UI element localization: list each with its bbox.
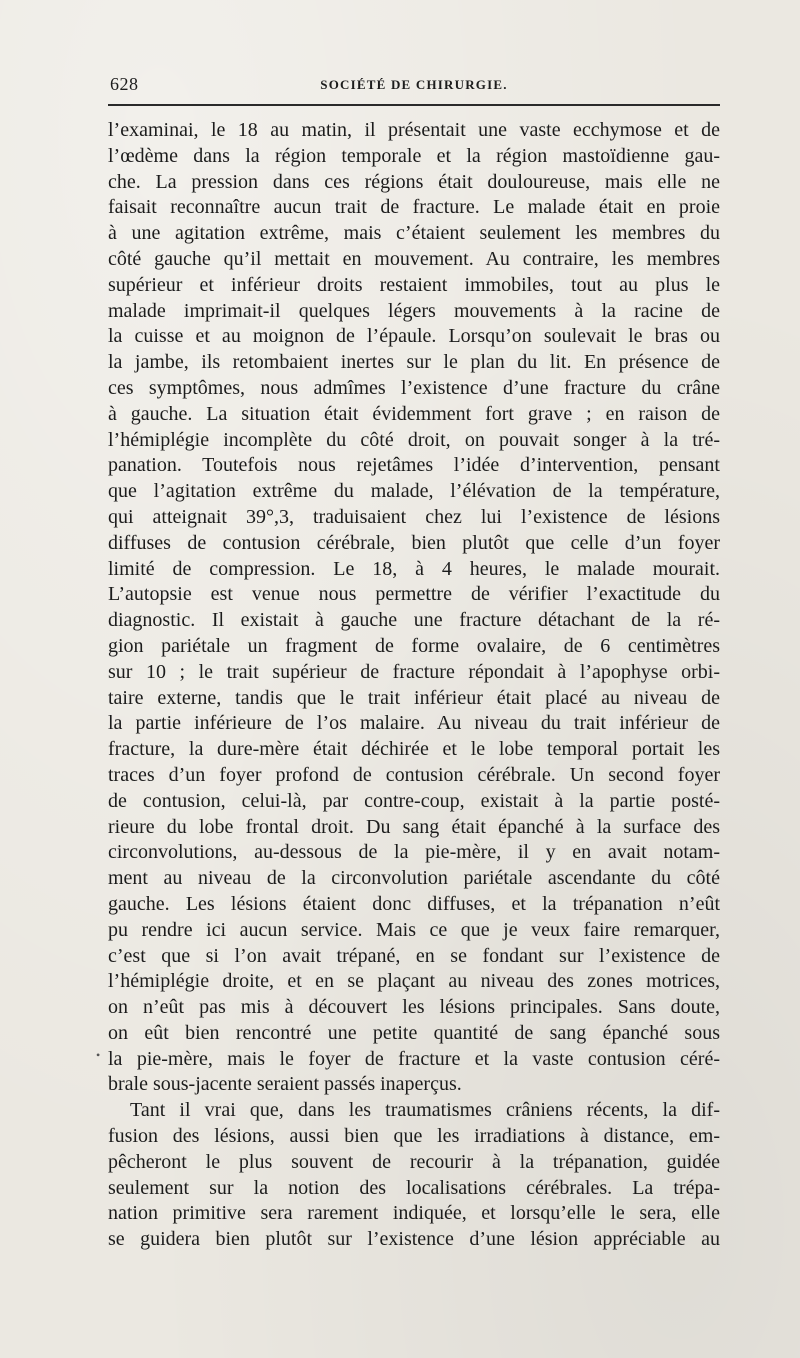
text-line: la partie inférieure de l’os malaire. Au niveau du trait inférieur de <box>108 712 720 735</box>
text-line: supérieur et inférieur droits restaient immobiles, tout au plus le <box>108 273 720 296</box>
text-line: brale sous-jacente seraient passés inaperçus. <box>108 1073 462 1096</box>
text-line: l’hémiplégie incomplète du côté droit, on pouvait songer à la tré- <box>108 428 720 451</box>
text-line: à gauche. La situation était évidemment fort grave ; en raison de <box>108 402 720 425</box>
text-line: traces d’un foyer profond de contusion cérébrale. Un second foyer <box>108 763 720 786</box>
text-line: on n’eût pas mis à découvert les lésions principales. Sans doute, <box>108 996 720 1019</box>
text-line: nation primitive sera rarement indiquée, et lorsqu’elle le sera, elle <box>108 1202 720 1225</box>
body-text <box>108 118 720 1253</box>
text-line: Tant il vrai que, dans les traumatismes crâniens récents, la dif- <box>130 1099 720 1122</box>
text-line: gauche. Les lésions étaient donc diffuses, et la trépanation n’eût <box>108 892 720 915</box>
text-line: se guidera bien plutôt sur l’existence d’une lésion appréciable au <box>108 1228 720 1251</box>
page-number: 628 <box>110 74 139 94</box>
text-line: fusion des lésions, aussi bien que les irradiations à distance, em- <box>108 1125 720 1148</box>
text-line: L’autopsie est venue nous permettre de vérifier l’exactitude du <box>108 583 720 606</box>
text-line: fracture, la dure-mère était déchirée et le lobe temporal portait les <box>108 738 720 761</box>
running-head: SOCIÉTÉ DE CHIRURGIE. <box>320 77 508 92</box>
text-line: ces symptômes, nous admîmes l’existence d’une fracture du crâne <box>108 376 720 399</box>
text-line: l’examinai, le 18 au matin, il présentait une vaste ecchymose et de <box>108 119 720 141</box>
text-line: panation. Toutefois nous rejetâmes l’idée d’intervention, pensant <box>108 454 720 477</box>
text-line: rieure du lobe frontal droit. Du sang était épanché à la surface des <box>108 815 720 838</box>
text-line: seulement sur la notion des localisations cérébrales. La trépa- <box>108 1176 720 1199</box>
text-line: on eût bien rencontré une petite quantité de sang épanché sous <box>108 1021 720 1044</box>
text-line: gion pariétale un fragment de forme ovalaire, de 6 centimètres <box>108 634 720 657</box>
text-line: circonvolutions, au-dessous de la pie-mère, il y en avait notam- <box>108 841 720 864</box>
text-line: à une agitation extrême, mais c’étaient seulement les membres du <box>108 222 720 245</box>
text-line: sur 10 ; le trait supérieur de fracture répondait à l’apophyse orbi- <box>108 660 720 683</box>
text-line: la cuisse et au moignon de l’épaule. Lorsqu’on soulevait le bras ou <box>108 325 720 348</box>
text-line: malade imprimait-il quelques légers mouvements à la racine de <box>108 299 720 322</box>
text-line: diagnostic. Il existait à gauche une fracture détachant de la ré- <box>108 609 720 632</box>
header-rule <box>108 104 720 106</box>
paragraph-2 <box>108 1098 720 1253</box>
text-line: l’œdème dans la région temporale et la région mastoïdienne gau- <box>108 144 720 167</box>
margin-mark: • <box>96 1048 101 1062</box>
text-line: limité de compression. Le 18, à 4 heures, le malade mourait. <box>108 557 720 580</box>
text-line: que l’agitation extrême du malade, l’élévation de la température, <box>108 480 720 503</box>
text-line: qui atteignait 39°,3, traduisaient chez lui l’existence de lésions <box>108 505 720 528</box>
text-line: la pie-mère, mais le foyer de fracture et la vaste contusion céré- <box>108 1047 720 1070</box>
text-line: de contusion, celui-là, par contre-coup, existait à la partie posté- <box>108 789 720 812</box>
paragraph-1 <box>108 118 720 1098</box>
text-line: ment au niveau de la circonvolution pariétale ascendante du côté <box>108 867 720 890</box>
text-line: taire externe, tandis que le trait inférieur était placé au niveau de <box>108 686 720 709</box>
text-line: faisait reconnaître aucun trait de fracture. Le malade était en proie <box>108 196 720 219</box>
text-line: che. La pression dans ces régions était douloureuse, mais elle ne <box>108 170 720 193</box>
text-line: côté gauche qu’il mettait en mouvement. Au contraire, les membres <box>108 247 720 270</box>
text-line: la jambe, ils retombaient inertes sur le plan du lit. En présence de <box>108 351 720 374</box>
text-line: diffuses de contusion cérébrale, bien plutôt que celle d’un foyer <box>108 531 720 554</box>
page-header <box>108 74 720 98</box>
text-line: c’est que si l’on avait trépané, en se fondant sur l’existence de <box>108 944 720 967</box>
text-line: pu rendre ici aucun service. Mais ce que je veux faire remarquer, <box>108 918 720 941</box>
text-line: l’hémiplégie droite, et en se plaçant au niveau des zones motrices, <box>108 970 720 993</box>
text-line: pêcheront le plus souvent de recourir à la trépanation, guidée <box>108 1150 720 1173</box>
